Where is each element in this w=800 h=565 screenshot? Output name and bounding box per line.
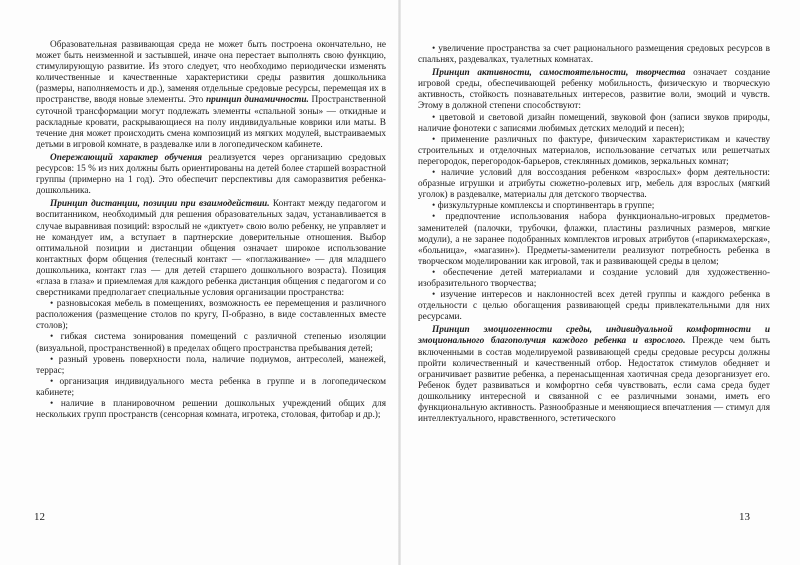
page-number: 13: [739, 511, 750, 523]
list-item: • гибкая система зонирования помещений с различной степенью изоляции (визуальной, пространственной) в пределах общего пространства пребывания детей;: [36, 332, 386, 354]
term-activity-principle: Принцип активности, самостоятельности, творчества: [432, 68, 686, 79]
page-number: 12: [34, 511, 45, 523]
list-item: • изучение интересов и наклонностей всех детей группы и каждого ребенка в отдельности с целью обогащения развивающей среды привлекательными для них ресурсами.: [418, 290, 770, 323]
list-item: • наличие условий для воссоздания ребенком «взрослых» форм деятельности: образные игрушки и атрибуты сюжетно-ролевых игр, мебель для взрослых (мягкий уголок) в раздевалке, материалы для детского творчества.: [418, 168, 770, 201]
list-item: • разный уровень поверхности пола, наличие подиумов, антресолей, манежей, террас;: [36, 354, 386, 376]
list-item: • предпочтение использования набора функционально-игровых предметов-заменителей (палочки, трубочки, флажки, пластины различных размеров, мягкие модули), а не заранее подобранных комплектов игровых атрибутов («парикмахерская», «больница», «магазин»). Предметы-заменители реализуют потребность ребенка в творческом моделировании как игровой, так и развивающей среды в целом;: [418, 212, 770, 267]
paragraph: Образовательная развивающая среда не может быть построена окончательно, не может быть неизменной и застывшей, иначе она перестает выполнять свою функцию, стимулирующую развитие. Из этого следует, что необходимо периодически изменять количественные и качественные характеристики среды развития дошкольника (размеры, наполняемость и др.), заменяя отдельные средовые ресурсы, перемещая их в пространстве, вводя новые элементы. Это принцип динамичности. Пространственной суточной трансформации могут подлежать элементы «спальной зоны» — откидные и раскладные кровати, раскрывающиеся на полу индивидуальные коврики или маты. В течение дня может происходить смена композиций из мягких модулей, выстраиваемых детьми в игровой комнате, в раздевалке или в логопедическом кабинете.: [36, 40, 387, 150]
list-item: • применение различных по фактуре, физическим характеристикам и качеству строительных и отделочных материалов, использование сетчатых или решетчатых перегородок, перегородок-барьеров, стеклянных домиков, зеркальных комнат;: [418, 134, 770, 167]
list-item: • увеличение пространства за счет рационального размещения средовых ресурсов в спальнях, раздевалках, туалетных комнатах.: [418, 44, 770, 66]
right-page: [400, 0, 800, 565]
right-page-text: [418, 44, 770, 425]
paragraph: Принцип дистанции, позиции при взаимодействии. Контакт между педагогом и воспитанником, необходимый для решения образовательных задач, устанавливается в случае выравнивая позиций: взрослый не «диктует» свою волю ребенку, не управляет и не командует им, а вступает в партнерские доверительные отношения. Выбор оптимальной позиции и дистанции общения означает широкое использование контактных форм общения (телесный контакт — «поглаживание» — для младшего дошкольника, контакт глаз — для детей старшего дошкольного возраста). Позиция «глаза в глаза» и приемлемая для каждого ребенка дистанция общения с педагогом и со сверстниками предполагает специальные условия организации пространства:: [36, 199, 386, 299]
paragraph: Принцип активности, самостоятельности, творчества означает создание игровой среды, обеспечивающей ребенку мобильность, физическую и творческую активность, стойкость познавательных интересов, развитие воли, эмоций и чувств. Этому в должной степени способствуют:: [418, 68, 770, 112]
paragraph: Принцип эмоциогенности среды, индивидуальной комфортности и эмоционального благополучия каждого ребенка и взрослого. Прежде чем быть включенными в состав моделируемой развивающей среды средовые ресурсы должны пройти количественный и качественный отбор. Недостаток стимулов обедняет и ограничивает развитие ребенка, а перенасыщенная хаотичная среда дезорганизует его. Ребенок будет развиваться и комфортно себя чувствовать, если сама среда будет дошкольнику интересной и связанной с ее различными зонами, иметь его функциональную активность. Разнообразные и меняющиеся впечатления — стимул для интеллектуального, нравственного, эстетического: [418, 325, 770, 425]
term-advanced-learning: Опережающий характер обучения: [50, 152, 203, 163]
list-item: • физкультурные комплексы и спортинвентарь в группе;: [432, 201, 655, 212]
list-item: • разновысокая мебель в помещениях, возможность ее перемещения и различного расположения (размещение столов по кругу, П-образно, в виде составленных вместе столов);: [36, 299, 386, 332]
list-item: • наличие в планировочном решении дошкольных учреждений общих для нескольких групп пространств (сенсорная комната, игротека, столовая, фитобар и др.);: [36, 399, 386, 421]
list-item: • цветовой и световой дизайн помещений, звуковой фон (записи звуков природы, наличие фонотеки с записями любимых детских мелодий и песен);: [418, 112, 770, 134]
term-distance-principle: Принцип дистанции, позиции при взаимодействии.: [50, 199, 270, 210]
paragraph: Опережающий характер обучения реализуется через организацию средовых ресурсов: 15 % из них должны быть ориентированы на детей более старшей возрастной группы (примерно на 1 год). Это обеспечит перспективы для саморазвития ребенка-дошкольника.: [36, 152, 386, 197]
term-dynamics: принцип динамичности.: [205, 95, 309, 106]
list-item: • обеспечение детей материалами и создание условий для художественно-изобразительного творчества;: [418, 267, 770, 289]
paragraph-tail: Пространственной суточной трансформации могут подлежать элементы «спальной зоны» — откидные и раскладные кровати, раскрывающиеся на полу индивидуальные коврики или маты. В течение дня может происходить смена композиций из мягких модулей, выстраиваемых детьми в игровой комнате, в раздевалке или в логопедическом кабинете.: [36, 95, 387, 150]
term-comfort-principle: Принцип эмоциогенности среды, индивидуальной комфортности и эмоционального благополучия каждого ребенка и взрослого.: [418, 325, 770, 347]
left-page-text: [36, 40, 386, 421]
list-item: • организация индивидуального места ребенка в группе и в логопедическом кабинете;: [36, 376, 386, 398]
